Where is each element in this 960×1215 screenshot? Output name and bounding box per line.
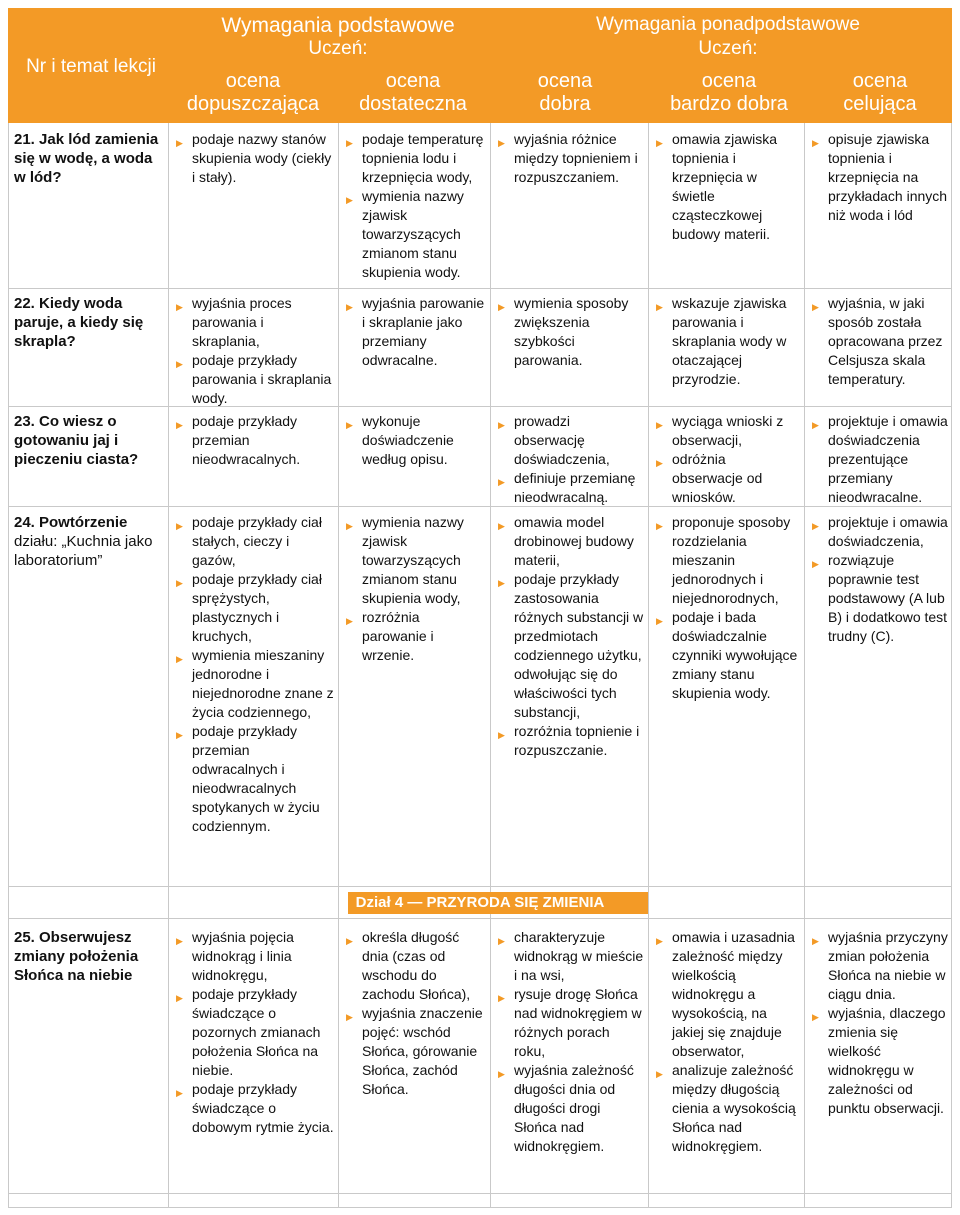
lesson-topic-text: działu: „Kuchnia jako laboratorium”: [14, 533, 153, 569]
requirement-item: ▶ podaje przykłady świadczące o pozornych zmianach położenia Słońca na niebie.: [174, 985, 334, 1080]
requirement-item: ▶ omawia zjawiska topnienia i krzepnięcia w świetle cząsteczkowej budowy materii.: [654, 130, 800, 244]
requirement-item: ▶ podaje przykłady parowania i skraplania wody.: [174, 351, 334, 408]
requirement-list: [654, 294, 800, 389]
requirement-cell: [654, 513, 800, 703]
requirement-item: ▶ podaje temperaturę topnienia lodu i krzepnięcia wody,: [344, 130, 486, 187]
requirement-item: ▶ wykonuje doświadczenie według opisu.: [344, 412, 486, 469]
requirement-item: ▶ podaje przykłady przemian nieodwracalnych.: [174, 412, 334, 469]
column-divider: [338, 123, 339, 1208]
requirement-item: ▶ podaje przykłady świadczące o dobowym rytmie życia.: [174, 1080, 334, 1137]
requirement-list: [344, 513, 486, 665]
requirement-item: ▶ wyjaśnia zależność długości dnia od długości drogi Słońca nad widnokręgiem.: [496, 1061, 644, 1156]
column-divider: [648, 123, 649, 1208]
header-grade-dopuszczajaca: [168, 70, 338, 116]
requirements-table: [8, 8, 952, 1208]
grade-label: ocena: [385, 70, 441, 92]
grade-name: dopuszczająca: [186, 93, 320, 115]
requirement-list: [496, 130, 644, 187]
requirement-cell: [174, 130, 334, 187]
requirement-item: ▶ podaje nazwy stanów skupienia wody (ciekły i stały).: [174, 130, 334, 187]
requirement-item: ▶ omawia i uzasadnia zależność między wielkością widnokręgu a wysokością, na jakiej się znajduje obserwator,: [654, 928, 800, 1061]
header-advanced-student: Uczeń:: [698, 38, 758, 59]
requirement-list: [654, 130, 800, 244]
section-banner: [8, 888, 952, 918]
lesson-topic: [14, 294, 164, 351]
requirement-item: ▶ wyjaśnia, w jaki sposób została opracowana przez Celsjusza skala temperatury.: [810, 294, 950, 389]
header-grade-bardzo-dobra: [654, 70, 804, 116]
requirement-item: ▶ rozróżnia topnienie i rozpuszczanie.: [496, 722, 644, 760]
section-title: Dział 4 — PRZYRODA SIĘ ZMIENIA: [355, 894, 605, 911]
column-divider: [490, 123, 491, 1208]
requirement-item: ▶ rysuje drogę Słońca nad widnokręgiem w różnych porach roku,: [496, 985, 644, 1061]
grade-label: ocena: [852, 70, 908, 92]
requirement-list: [344, 130, 486, 282]
requirement-list: [344, 294, 486, 370]
requirement-item: ▶ wyjaśnia przyczyny zmian położenia Słońca na niebie w ciągu dnia.: [810, 928, 950, 1004]
row-divider: [8, 886, 952, 887]
requirement-cell: [344, 294, 486, 370]
header-basic-requirements: Wymagania podstawowe: [221, 14, 455, 37]
requirement-item: ▶ odróżnia obserwacje od wniosków.: [654, 450, 800, 507]
lesson-topic-text: 22. Kiedy woda paruje, a kiedy się skrapla?: [14, 295, 144, 350]
header-basic-student: Uczeń:: [308, 38, 368, 59]
lesson-topic: [14, 130, 164, 187]
requirement-cell: [654, 294, 800, 389]
requirement-item: ▶ charakteryzuje widnokrąg w mieście i na wsi,: [496, 928, 644, 985]
header-grade-celujaca: [808, 70, 952, 116]
requirement-item: ▶ podaje przykłady ciał stałych, cieczy i gazów,: [174, 513, 334, 570]
requirement-cell: [810, 928, 950, 1118]
requirement-cell: [496, 513, 644, 760]
requirement-item: ▶ podaje przykłady ciał sprężystych, plastycznych i kruchych,: [174, 570, 334, 646]
requirement-cell: [810, 513, 950, 646]
requirement-cell: [174, 928, 334, 1137]
requirement-item: ▶ opisuje zjawiska topnienia i krzepnięcia na przykładach innych niż woda i lód: [810, 130, 950, 225]
requirement-list: [654, 412, 800, 507]
grade-label: ocena: [225, 70, 281, 92]
requirement-list: [810, 294, 950, 389]
requirement-list: [344, 928, 486, 1099]
row-divider: [8, 918, 952, 919]
lesson-topic-text: 23. Co wiesz o gotowaniu jaj i pieczeniu ciasta?: [14, 413, 139, 468]
requirement-item: ▶ wyjaśnia pojęcia widnokrąg i linia widnokręgu,: [174, 928, 334, 985]
requirement-cell: [174, 294, 334, 408]
requirement-item: ▶ wyjaśnia proces parowania i skraplania,: [174, 294, 334, 351]
requirement-item: ▶ rozróżnia parowanie i wrzenie.: [344, 608, 486, 665]
requirement-list: [344, 412, 486, 469]
requirement-item: ▶ określa długość dnia (czas od wschodu do zachodu Słońca),: [344, 928, 486, 1004]
requirement-cell: [344, 513, 486, 665]
row-divider: [8, 1193, 952, 1194]
requirement-list: [174, 928, 334, 1137]
requirement-cell: [174, 412, 334, 469]
requirement-list: [496, 928, 644, 1156]
header-grade-dobra: [490, 70, 640, 116]
requirement-list: [174, 412, 334, 469]
requirement-item: ▶ wymienia mieszaniny jednorodne i niejednorodne znane z życia codziennego,: [174, 646, 334, 722]
requirement-item: ▶ wymienia nazwy zjawisk towarzyszących zmianom stanu skupienia wody.: [344, 187, 486, 282]
requirement-cell: [174, 513, 334, 836]
requirement-cell: [810, 412, 950, 507]
lesson-topic: [14, 513, 164, 570]
lesson-topic: [14, 412, 164, 469]
requirement-item: ▶ proponuje sposoby rozdzielania mieszanin jednorodnych i niejednorodnych,: [654, 513, 800, 608]
column-divider: [804, 123, 805, 1208]
requirement-list: [654, 513, 800, 703]
requirement-cell: [654, 928, 800, 1156]
requirement-item: ▶ wymienia nazwy zjawisk towarzyszących zmianom stanu skupienia wody,: [344, 513, 486, 608]
requirement-cell: [344, 412, 486, 469]
requirement-item: ▶ projektuje i omawia doświadczenia,: [810, 513, 950, 551]
row-divider: [8, 288, 952, 289]
grade-label: ocena: [537, 70, 593, 92]
requirement-cell: [810, 130, 950, 225]
requirement-cell: [654, 130, 800, 244]
table-header: [8, 8, 952, 123]
grade-name: dostateczna: [359, 93, 467, 115]
lesson-topic-text: 25. Obserwujesz zmiany położenia Słońca na niebie: [14, 929, 139, 984]
header-advanced-requirements: Wymagania ponadpodstawowe: [596, 14, 860, 35]
requirement-list: [654, 928, 800, 1156]
requirement-item: ▶ projektuje i omawia doświadczenia prezentujące przemiany nieodwracalne.: [810, 412, 950, 507]
requirement-list: [810, 412, 950, 507]
header-topic: Nr i temat lekcji: [26, 56, 156, 77]
requirement-list: [174, 294, 334, 408]
header-grade-dostateczna: [338, 70, 488, 116]
requirement-cell: [810, 294, 950, 389]
requirement-item: ▶ wyjaśnia znaczenie pojęć: wschód Słońca, górowanie Słońca, zachód Słońca.: [344, 1004, 486, 1099]
requirement-cell: [344, 130, 486, 282]
grade-name: bardzo dobra: [670, 93, 788, 115]
requirement-list: [496, 513, 644, 760]
grade-name: celująca: [843, 93, 917, 115]
requirement-list: [174, 130, 334, 187]
lesson-topic-text: 24. Powtórzenie: [14, 514, 128, 531]
lesson-topic: [14, 928, 164, 985]
lesson-topic-text: 21. Jak lód zamienia się w wodę, a woda w lód?: [14, 131, 159, 186]
grade-label: ocena: [701, 70, 757, 92]
requirement-item: ▶ wyjaśnia, dlaczego zmienia się wielkość widnokręgu w zależności od punktu obserwacji.: [810, 1004, 950, 1118]
requirement-cell: [496, 294, 644, 370]
requirement-cell: [496, 412, 644, 507]
requirement-item: ▶ wyciąga wnioski z obserwacji,: [654, 412, 800, 450]
requirement-list: [810, 928, 950, 1118]
requirement-item: ▶ rozwiązuje poprawnie test podstawowy (A lub B) i dodatkowo test trudny (C).: [810, 551, 950, 646]
requirement-item: ▶ podaje przykłady zastosowania różnych substancji w przedmiotach codziennego użytku, odwołując się do właściwości tych substancji,: [496, 570, 644, 722]
requirement-item: ▶ wymienia sposoby zwiększenia szybkości parowania.: [496, 294, 644, 370]
requirement-list: [810, 130, 950, 225]
requirement-item: ▶ wyjaśnia parowanie i skraplanie jako przemiany odwracalne.: [344, 294, 486, 370]
column-divider: [168, 123, 169, 1208]
requirement-item: ▶ wskazuje zjawiska parowania i skraplania wody w otaczającej przyrodzie.: [654, 294, 800, 389]
requirement-list: [496, 412, 644, 507]
requirement-item: ▶ prowadzi obserwację doświadczenia,: [496, 412, 644, 469]
grade-name: dobra: [539, 93, 591, 115]
requirement-item: ▶ omawia model drobinowej budowy materii,: [496, 513, 644, 570]
requirement-cell: [496, 130, 644, 187]
requirement-cell: [654, 412, 800, 507]
requirement-item: ▶ podaje i bada doświadczalnie czynniki wywołujące zmiany stanu skupienia wody.: [654, 608, 800, 703]
requirement-cell: [496, 928, 644, 1156]
row-divider: [8, 406, 952, 407]
requirement-list: [496, 294, 644, 370]
requirement-item: ▶ wyjaśnia różnice między topnieniem i rozpuszczaniem.: [496, 130, 644, 187]
requirement-item: ▶ definiuje przemianę nieodwracalną.: [496, 469, 644, 507]
requirement-cell: [344, 928, 486, 1099]
requirement-list: [174, 513, 334, 836]
requirement-item: ▶ analizuje zależność między długością cienia a wysokością Słońca nad widnokręgiem.: [654, 1061, 800, 1156]
requirement-list: [810, 513, 950, 646]
requirement-item: ▶ podaje przykłady przemian odwracalnych i nieodwracalnych spotykanych w życiu codziennym.: [174, 722, 334, 836]
